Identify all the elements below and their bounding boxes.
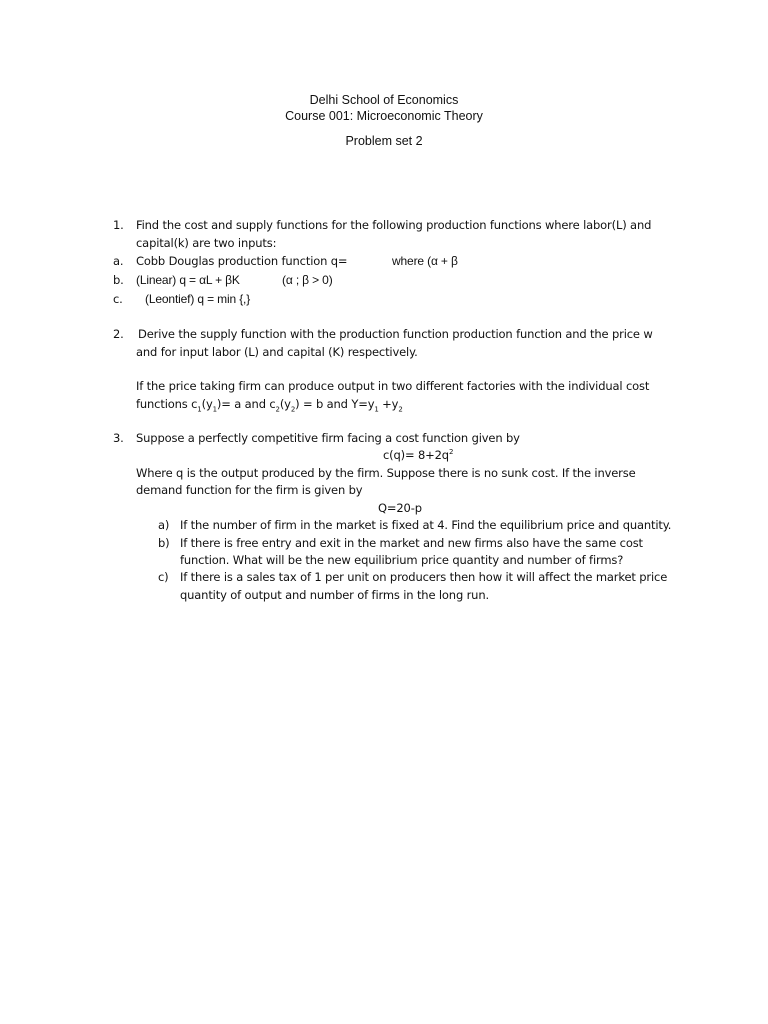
q1-b-condition: (α ; β > 0) [282, 273, 333, 287]
q1-number: 1. [113, 218, 124, 232]
q2-paragraph-line2: functions $c_1(y_1)= a$ and $c_2(y_2) = b$ and $Y=y_1 +y_2$ [136, 397, 403, 414]
q3-line2: Where q is the output produced by the firm. Suppose there is no sunk cost. If the inverse [136, 466, 636, 480]
q3-c-text1: If there is a sales tax of 1 per unit on producers then how it will affect the market price [180, 570, 668, 584]
q3-demand-function: Q=20-p [378, 501, 422, 515]
q3-c-label: c) [158, 570, 169, 584]
q1-b-label: b. [113, 273, 124, 287]
q1-c-label: c. [113, 292, 123, 306]
q3-b-label: b) [158, 536, 170, 550]
q1-a-where: where (α + β [392, 254, 458, 268]
q2-line2: and for input labor (L) and capital (K) respectively. [136, 345, 418, 359]
q1-line2: capital(k) are two inputs: [136, 236, 277, 250]
q2-number: 2. [113, 327, 124, 341]
q2-line1: Derive the supply function with the production function production function and the price w [138, 327, 653, 341]
q1-c-text: (Leontief) q = min {,} [145, 292, 251, 306]
q1-b-text: (Linear) q = αL + βK [136, 273, 240, 287]
q3-a-text: If the number of firm in the market is fixed at 4. Find the equilibrium price and quantity. [180, 518, 672, 532]
q3-line3: demand function for the firm is given by [136, 483, 363, 497]
q3-c-text2: quantity of output and number of firms in the long run. [180, 588, 489, 602]
q1-a-label: a. [113, 254, 124, 268]
problem-set-title: Problem set 2 [345, 134, 423, 148]
course-name: Course 001: Microeconomic Theory [285, 109, 483, 123]
q1-a-text: Cobb Douglas production function q= [136, 254, 348, 268]
q3-cost-function: $c(q)= 8+2q^2$ [383, 448, 454, 462]
q2-paragraph-line1: If the price taking firm can produce output in two different factories with the individual cost [136, 379, 650, 393]
q3-b-text1: If there is free entry and exit in the market and new firms also have the same cost [180, 536, 643, 550]
q3-number: 3. [113, 431, 124, 445]
q3-b-text2: function. What will be the new equilibrium price quantity and number of firms? [180, 553, 624, 567]
q3-a-label: a) [158, 518, 170, 532]
school-name: Delhi School of Economics [309, 93, 459, 107]
q1-line1: Find the cost and supply functions for the following production functions where labor(L) and [136, 218, 652, 232]
q3-line1: Suppose a perfectly competitive firm facing a cost function given by [136, 431, 520, 445]
